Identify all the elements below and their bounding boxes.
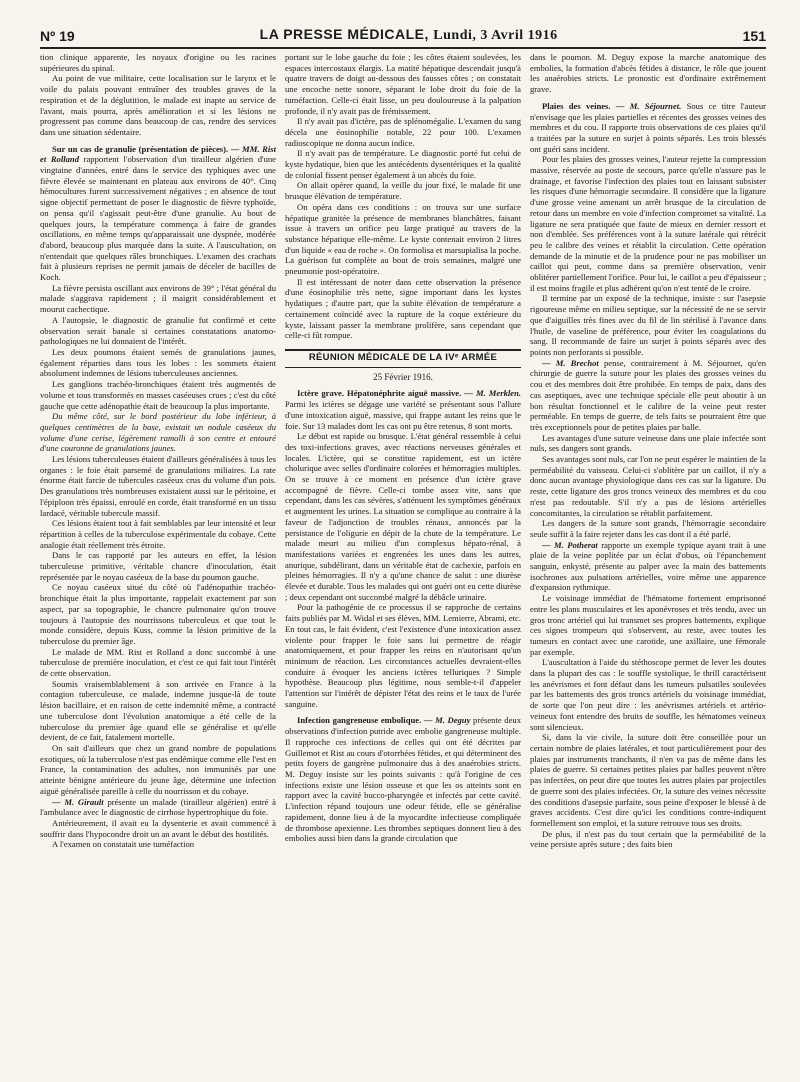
paragraph: Les lésions tuberculeuses étaient d'ailleurs généralisées à tous les organes : le foie était parsemé de granulations miliaires. La rate énorme était farcie de tubercules caséeux crus du volume d'un pois. Des granulations très nombreuses existaient aussi sur le péritoine, et l'épiploon très épaissi, enroulé en corde, était transformé en un tissu lardacé, véritable tubercule massif. [40, 454, 276, 518]
paragraph: Dans le cas rapporté par les auteurs en effet, la lésion tuberculeuse primitive, véritable chancre d'inoculation, était représentée par le noyau caséeux de la base du poumon gauche. [40, 550, 276, 582]
paragraph: Le voisinage immédiat de l'hématome fortement emprisonné entre les plans musculaires et les aponévroses et très tendu, avec un gros tronc artériel qui lui transmet ses propres battements, explique ces signes trompeurs qui s'observent, au reste, avec toutes les tumeurs en contact avec une carotide, une axillaire, une fémorale par exemple. [530, 593, 766, 657]
paragraph: On sait d'ailleurs que chez un grand nombre de populations exotiques, où la tuberculose n'est pas endémique comme elle l'est en France, la contamination des adultes, non immunisés par une atteinte bénigne antérieure du jeune âge, détermine une infection aiguë généralisée pareille à celle du nourrisson et du cobaye. [40, 743, 276, 796]
article-granulie [40, 144, 276, 283]
journal-title [260, 26, 558, 44]
paragraph: A l'examen on constatait une tuméfaction [52, 839, 195, 850]
article-heading: Plaies des veines. [542, 100, 611, 111]
column-3 [530, 52, 766, 1074]
article-author: — M. Séjournet. [615, 100, 682, 111]
article-brechot [530, 358, 766, 433]
paragraph: Antérieurement, il avait eu la dysenterie et avait commencé à souffrir dans l'hypocondre droit un an avant le début des hostilités. [40, 817, 276, 839]
paragraph: dans le poumon. M. Deguy expose la marche anatomique des embolies, la formation d'abcès fétides à distance, le rôle que jouent les anaérobies stricts. Le pronostic est d'ordinaire extrêmement grave. [530, 52, 766, 95]
article-heading: Infection gangreneuse embolique. [297, 715, 422, 726]
article-potherat [530, 540, 766, 594]
paragraph: Pour les plaies des grosses veines, l'auteur rejette la compression massive, réservée au poste de secours, parce qu'elle n'assure pas le drainage, et favorise l'infection des plaies tout en laissant subsister les risques d'une hémorragie secondaire. Il considère que la ligature d'une grosse veine amenant un arrêt brusque de la circulation de retour dans un membre en voie d'infection compromet sa vitalité. La ligature ne sera pratiquée que faute de mieux en dernier ressort et non d'emblée. Ses préférences vont à la suture latérale qui rétrécit peu le calibre des veines et rétablit la circulation. Cette opération demande de la minutie et de la prudence pour ne pas mobiliser un caillot qui peut, comme dans sa première observation, venir oblitérer partiellement l'orifice. Pour lui, le caillot a peu d'épaisseur ; il est moins fragile et plus adhérent qu'on n'est tenté de le croire. [530, 154, 766, 293]
article-ictere [285, 388, 521, 431]
paragraph: Pour la pathogénie de ce processus il se rapproche de certains faits publiés par M. Widal et ses élèves, MM. Lemierre, Abrami, etc. En tout cas, le fait évident, c'est l'existence d'une intoxication assez violente pour frapper le foie sans lui permettre de réagir anatomiquement, et pour frapper les reins en n'autorisant qu'un minimum de réaction. Les circonstances actuelles devraient-elles conduire à évoquer les anciens ictères telluriques ? Simple hypothèse. Beaucoup plus légitime, nous semble-t-il d'appeler l'attention sur l'intérêt de dépister l'état des reins et le taux de l'urée sanguine. [285, 602, 521, 709]
paragraph: Du même côté, sur le bord postérieur du lobe inférieur, à quelques centimètres de la base, existait un nodule caséeux du volume d'une cerise, légèrement ramolli à son centre et entouré d'une couronne de granulations jaunes. [40, 411, 276, 454]
article-heading: Ictère grave. Hépatonéphrite aiguë massive. [297, 388, 462, 399]
paragraph: Parmi les ictères se dégage une variété se présentant sous l'allure d'une intoxication aiguë, massive, qui frappe autant les reins que le foie. Sur 13 malades dont les cas ont pu être retenus, 8 sont morts. [285, 399, 521, 431]
paragraph: A l'autopsie, le diagnostic de granulie fut confirmé et cette observation serait banale si certaines constatations anatomo-pathologiques ne lui donnaient de l'intérêt. [40, 314, 276, 347]
section-title: RÉUNION MÉDICALE DE LA IVᵉ ARMÉE [285, 349, 521, 368]
paragraph: Il n'y avait pas de température. Le diagnostic porté fut celui de kyste hydatique, bien que les antécédents dysentériques et la qualité de colonial fissent penser également à un abcès du foie. [285, 148, 521, 180]
paragraph: L'auscultation à l'aide du stéthoscope permet de lever les doutes dans la plupart des cas : le souffle systolique, le thrill caractérisent les anévrismes et font défaut dans les tumeurs pulsatiles soulevées par les battements des gros troncs artériels du voisinage immédiat, de sorte que l'on peut dire : les anévrismes artériels et artério-veineux font entendre des bruits de souffle, les hématomes veineux sont silencieux. [530, 657, 766, 732]
paragraph: rapporte un exemple typique ayant trait à une plaie de la veine poplitée par un éclat d'obus, où l'épanchement sanguin, enkysté, présente au palper avec la main des battements isochrones aux pulsations artérielles, voire même une apparence d'expansion rythmique. [530, 539, 766, 593]
article-author: — M. Potherat [542, 539, 598, 550]
paragraph: La fièvre persista oscillant aux environs de 39° ; l'état général du malade s'aggrava rapidement ; il maigrit considérablement et mourut cachectique. [40, 282, 276, 315]
page-header [40, 22, 766, 49]
article-author: — MM. Rist et Rolland [40, 143, 276, 165]
paragraph: Les avantages d'une suture veineuse dans une plaie infectée sont nuls, ses dangers sont grands. [530, 432, 766, 454]
paragraph: On allait opérer quand, la veille du jour fixé, le malade fit une brusque élévation de température. [285, 180, 521, 202]
paragraph: Ces lésions étaient tout à fait semblables par leur intensité et leur répartition à celles de la tuberculose expérimentale du cobaye. Cette analogie était réellement très étroite. [40, 518, 276, 550]
paragraph: Le malade de MM. Rist et Rolland a donc succombé à une tuberculose de première inoculation, et c'est ce qui fait tout l'intérêt de cette observation. [40, 646, 276, 679]
paragraph: Il termine par un exposé de la technique, insiste : sur l'asepsie rigoureuse même en milieu septique, sur la nécessité de ne se servir que d'aiguilles très fines avec du fil de lin stérilisé à l'avance dans l'huile, de vaseline de préférence, pour éviter les coagulations du sang. Il recommande de faire un surjet à points séparés avec des points non perforants si possible. [530, 293, 766, 357]
paragraph: De plus, il n'est pas du tout certain que la perméabilité de la veine persiste après suture ; des faits bien [530, 828, 766, 850]
paragraph: Il est intéressant de noter dans cette observation la présence d'une éosinophilie très nette, signe important dans les kystes hydatiques ; d'autre part, que la subite élévation de température a certainement coïncidé avec la rupture de la coque extérieure du kyste, laissant passer la membrane prolifère, sans cependant que celle-ci fût rompue. [285, 276, 521, 341]
article-author: — M. Girault [52, 796, 104, 807]
section-date: 25 Février 1916. [373, 371, 433, 382]
paragraph: présente un malade (tirailleur algérien) entré à l'ambulance avec le diagnostic de cirrhose hypertrophique du foie. [40, 796, 276, 818]
paragraph: Il n'y avait pas d'ictère, pas de splénomégalie. L'examen du sang décela une éosinophilie notable, 22 pour 100. L'examen radioscopique ne donna aucun indice. [285, 116, 521, 148]
issue-date: Lundi, 3 Avril 1916 [433, 28, 558, 43]
issue-number: Nº 19 [40, 28, 75, 44]
paragraph: présente deux observations d'infection putride avec embolie gangreneuse multiple. Il rapproche ces infections de celles qui ont été décrites par Guillemot et Rist au cours d'otorrhées fétides, et qui déterminent des petits foyers de gangrène pulmonaire dus à des anaérobies stricts. M. Deguy insiste sur les points suivants : qu'à l'origine de ces infections existe une lésion osseuse et que les os atteints sont en rapport avec la cavité bucco-pharyngée et infectés par cette cavité. L'infection répand toujours une odeur fétide, elle se généralise rapidement, donne lieu à de la myocardite infectieuse compliquée de thrombose apexienne. Les thrombes septiques donnent lieu à des embolies aussi bien dans la grande circulation que [285, 715, 521, 844]
paragraph: Ses avantages sont nuls, car l'on ne peut espérer le maintien de la perméabilité du vaisseau. Celui-ci s'oblitère par un caillot, il n'y a donc aucun avantage physiologique dans ces cas sur la ligature. Du reste, cette ligature des gros troncs veineux des membres et du cou n'est pas redoutable. S'il n'y a pas de lésions artérielles concomitantes, la circulation se rétablit parfaitement. [530, 454, 766, 518]
paragraph: pense, contrairement à M. Séjournet, qu'en chirurgie de guerre la suture pour les plaies des grosses veines du cou et des membres doit être prohibée. En temps de paix, dans des cas aseptiques, avec une technique spéciale elle peut aboutir à un bon résultat fonctionnel et le calibre de la veine peut rester perméable. En temps de guerre, de tels faits se pourraient être que très exceptionnels pour de petites plaies par balle. [530, 357, 766, 432]
column-1 [40, 52, 276, 1074]
journal-name: LA PRESSE MÉDICALE, [259, 26, 429, 42]
paragraph: Les deux poumons étaient semés de granulations jaunes, également réparties dans tous les lobes : les sommets étaient absolument indemnes de lésions tuberculeuses anciennes. [40, 346, 276, 379]
column-2 [285, 52, 521, 1074]
paragraph: Les dangers de la suture sont grands, l'hémorragie secondaire seule suffit à la faire rejeter dans les cas dont il a été parlé. [530, 518, 766, 539]
article-plaies [530, 101, 766, 155]
article-heading: Sur un cas de granulie (présentation de pièces). [52, 143, 229, 154]
page-number: 151 [742, 28, 766, 44]
paragraph: Sous ce titre l'auteur n'envisage que les plaies partielles et récentes des grosses veines des membres et du cou. Il rapporte trois observations de ces plaies qu'il a traitées par la suture en surjet à points séparés. Les trois blessés ont guéri sans incident. [530, 100, 766, 154]
article-girault [40, 797, 276, 818]
paragraph: Au point de vue militaire, cette localisation sur le larynx et le voile du palais pouvant entraîner des troubles graves de la respiration et de la déglutition, le malade est inapte au service de l'avant, mais pourra, après amélioration et si les lésions ne progressent pas comme dans beaucoup de cas, rendre des services dans une situation sédentaire. [40, 73, 276, 137]
article-infection [285, 715, 521, 843]
paragraph: Si, dans la vie civile, la suture doit être conseillée pour un certain nombre de plaies latérales, et tout particulièrement pour des plaies par instruments tranchants, il n'en va pas de même dans les plaies de guerre. Si certaines petites plaies par balles peuvent n'être pas infectées, on peut dire que toutes les autres plaies par projectiles de guerre sont des plaies infectées. Or, la suture des veines nécessite des conditions d'asepsie parfaite, sous peine d'exposer le blessé à de graves accidents. C'est dire qu'ici les conditions contre-indiquent formellement son emploi, et la suture retrouve tous ses droits. [530, 732, 766, 828]
columns [40, 52, 766, 1074]
paragraph: rapportent l'observation d'un tirailleur algérien d'une vingtaine d'années, entré dans le service des typhiques avec une fièvre élevée se maintenant en plateau aux environs de 40°. Cinq hémocultures furent successivement négatives ; en absence de tout signe objectif permettant de poser le diagnostic de fièvre typhoïde, on pensa qu'il s'agissait peut-être d'une granulie. Au bout de quelques jours, la température commença à faire de grandes oscillations, en même temps qu'apparaissait une dyspnée, modérée d'abord, beaucoup plus marquée dans la suite. A l'auscultation, on n'entendait que quelques râles bronchiques. L'examen des crachats fait à plusieurs reprises ne permit jamais de déceler de bacilles de Koch. [40, 154, 276, 283]
article-author: — M. Deguy [423, 715, 471, 726]
article-author: — M. Merklen. [464, 388, 521, 399]
paragraph: Ce noyau caséeux situé du côté où l'adénopathie trachéo-bronchique était la plus importante, rappelait exactement par son aspect, par sa topographie, le chancre pulmonaire qu'on trouve toujours à l'autopsie des nourrissons tuberculeux et que tout le monde considère, depuis Kuss, comme la lésion primitive de la tuberculose du premier âge. [40, 582, 276, 646]
paragraph: Soumis vraisemblablement à son arrivée en France à la contagion tuberculeuse, ce malade, indemne jusque-là de toute lésion bacillaire, et en raison de cette indemnité même, a contracté une tuberculose dont l'évolution anatomique a été celle de la tuberculose du premier âge quand elle se généralise et qu'elle devient, de ce fait, fatalement mortelle. [40, 678, 276, 743]
article-author: — M. Brechot [542, 357, 599, 368]
paragraph: On opéra dans ces conditions : on trouva sur une surface hépatique granitée la présence de membranes blanchâtres, faisant issue à travers un orifice peu large pratiqué au travers de la substance hépatique elle-même. Le kyste contenait environ 2 litres d'un liquide « eau de roche ». On formolisa et marsupialisa la poche. La guérison fut complète au bout de trois semaines, malgré une pneumonie post-opératoire. [285, 201, 521, 277]
paragraph: Le début est rapide ou brusque. L'état général ressemble à celui des toxi-infections graves, avec réactions nerveuses générales et locales. L'ictère, qui se constitue rapidement, est un ictère cholurique avec selles d'ordinaire colorées et hémorragies multiples. On se trouve à ce moment en présence d'un ictère grave accompagné de fièvre. Celle-ci tombe assez vite, sans que cependant, dans les cas sévères, s'atténuent les symptômes généraux et augmentent les urines. La situation se complique au contraire à la faveur de l'adjonction de troubles rénaux, annoncés par la persistance de l'oligurie en dépit de la chute de la température. Le malade meurt au milieu d'un complexus hépato-rénal, à manifestations variées et engrenées les unes dans les autres, anurique, subdélirant, dans un véritable état de cachexie, parfois en pleines hémorragies. Il n'y a qu'une chance de salut : une diurèse élevée et durable. Tous les malades qui ont guéri ont eu cette diurèse ; deux cependant ont succombé malgré la débâcle urinaire. [285, 431, 521, 602]
paragraph: Les ganglions trachéo-bronchiques étaient très augmentés de volume et tous transformés en masses caséeuses crues ; c'est du côté gauche que cette adénopathie était de beaucoup la plus importante. [40, 379, 276, 411]
paragraph: portant sur le lobe gauche du foie ; les côtes étaient soulevées, les espaces intercostaux élargis. La matité hépatique descendait jusqu'à quatre travers de doigt au-dessous des fausses côtes ; on constatait une encoche nette sonore, séparant le lobe droit du foie de la tuméfaction. Celle-ci était lisse, un peu douloureuse à la palpation profonde, il n'y avait pas de frémissement. [285, 52, 521, 116]
paragraph: tion clinique apparente, les noyaux d'origine ou les racines supérieures du spinal. [40, 52, 276, 73]
